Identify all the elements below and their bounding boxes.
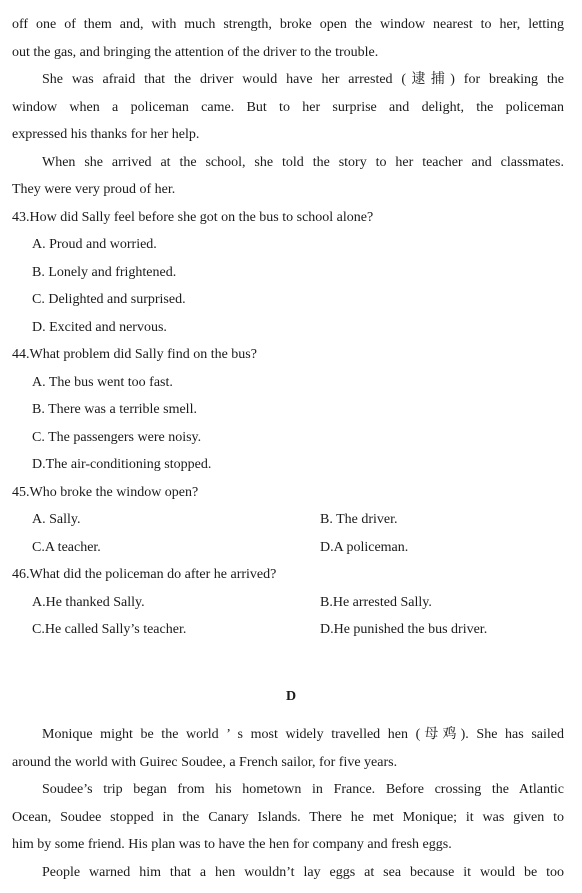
question-44-option-d: D.The air-conditioning stopped. — [32, 457, 212, 472]
question-46-option-d: D.He punished the bus driver. — [320, 622, 488, 637]
question-43-option-a: A. Proud and worried. — [32, 237, 157, 252]
section-d-line: him by some friend. His plan was to have the hen for company and fresh eggs. — [12, 837, 452, 852]
passage-c-line: When she arrived at the school, she told the story to her teacher and classmates. — [42, 155, 564, 170]
question-43-stem: 43.How did Sally feel before she got on the bus to school alone? — [12, 210, 374, 225]
question-45-option-c: C.A teacher. — [32, 540, 101, 555]
passage-c-line: off one of them and, with much strength, broke open the window nearest to her, letting — [12, 17, 564, 32]
question-46-option-b: B.He arrested Sally. — [320, 595, 432, 610]
section-d-line: around the world with Guirec Soudee, a French sailor, for five years. — [12, 755, 398, 770]
passage-c-line: They were very proud of her. — [12, 182, 176, 197]
section-d-line: People warned him that a hen wouldn’t lay eggs at sea because it would be too — [42, 865, 564, 880]
passage-c-line: window when a policeman came. But to her surprise and delight, the policeman — [12, 100, 564, 115]
question-43-option-b: B. Lonely and frightened. — [32, 265, 177, 280]
question-44-stem: 44.What problem did Sally find on the bus? — [12, 347, 257, 362]
question-46-option-a: A.He thanked Sally. — [32, 595, 145, 610]
passage-c-line: expressed his thanks for her help. — [12, 127, 200, 142]
question-44-option-b: B. There was a terrible smell. — [32, 402, 197, 417]
question-46-option-c: C.He called Sally’s teacher. — [32, 622, 187, 637]
question-44-option-a: A. The bus went too fast. — [32, 375, 173, 390]
passage-c-line: out the gas, and bringing the attention of the driver to the trouble. — [12, 45, 379, 60]
section-d-line: Soudee’s trip began from his hometown in France. Before crossing the Atlantic — [42, 782, 564, 797]
section-d-heading: D — [285, 689, 297, 704]
question-45-stem: 45.Who broke the window open? — [12, 485, 199, 500]
question-43-option-d: D. Excited and nervous. — [32, 320, 167, 335]
question-45-option-b: B. The driver. — [320, 512, 398, 527]
section-d-line: Monique might be the world ’ s most widely travelled hen (母鸡). She has sailed — [42, 727, 564, 742]
question-46-stem: 46.What did the policeman do after he arrived? — [12, 567, 277, 582]
question-44-option-c: C. The passengers were noisy. — [32, 430, 202, 445]
question-45-option-d: D.A policeman. — [320, 540, 409, 555]
section-d-line: Ocean, Soudee stopped in the Canary Islands. There he met Monique; it was given to — [12, 810, 564, 825]
question-45-option-a: A. Sally. — [32, 512, 81, 527]
passage-c-line: She was afraid that the driver would have her arrested (逮捕) for breaking the — [42, 72, 564, 87]
question-43-option-c: C. Delighted and surprised. — [32, 292, 186, 307]
